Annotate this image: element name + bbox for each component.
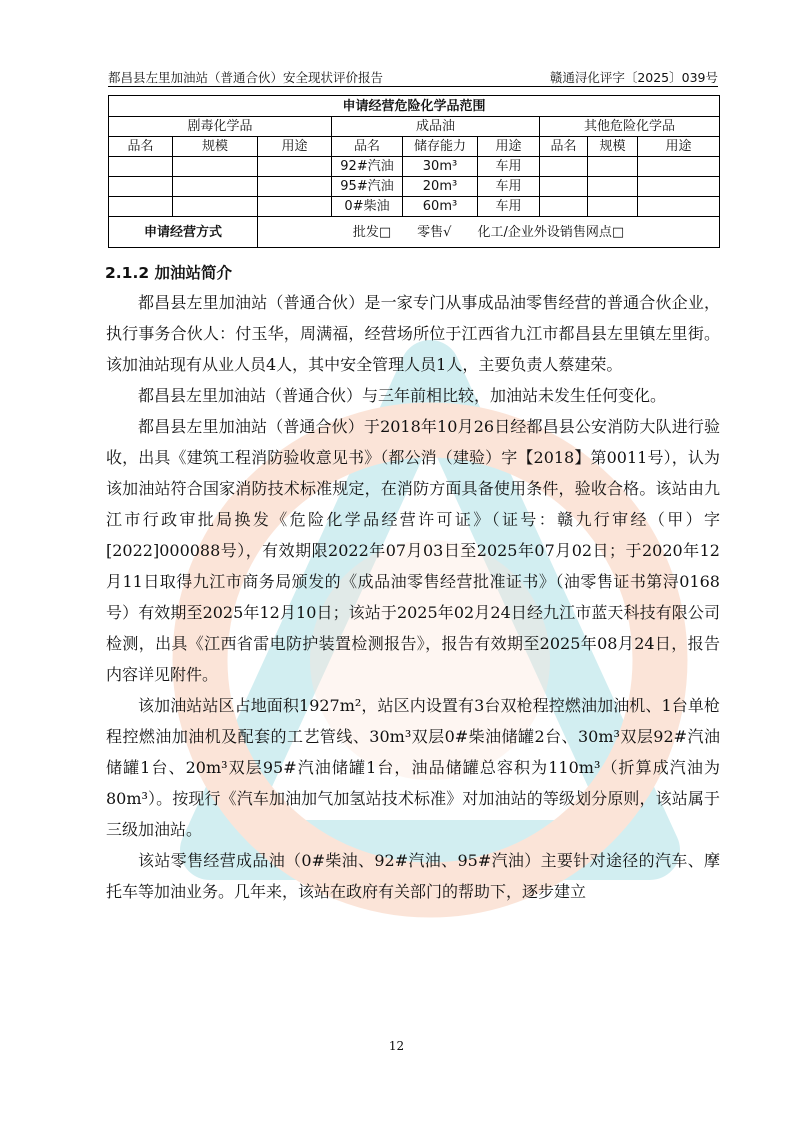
body-text <box>106 287 720 907</box>
column-header: 规模 <box>588 137 638 157</box>
table-row <box>109 197 720 217</box>
table-cell <box>258 177 332 197</box>
page-header <box>108 68 718 87</box>
group-header: 剧毒化学品 <box>109 117 332 137</box>
column-header: 品名 <box>109 137 173 157</box>
table-cell <box>109 177 173 197</box>
table-cell <box>173 157 258 177</box>
paragraph: 都昌县左里加油站（普通合伙）于2018年10月26日经都昌县公安消防大队进行验收，出具《建筑工程消防验收意见书》（都公消（建验）字【2018】第0011号），认为该加油站符合国家消防技术标准规定，在消防方面具备使用条件，验收合格。该站由九江市行政审批局换发《危险化学品经营许可证》（证号：赣九行审经（甲）字[2022]000088号），有效期限2022年07月03日至2025年07月02日；于2020年12月11日取得九江市商务局颁发的《成品油零售经营批准证书》（油零售证书第浔0168号）有效期至2025年12月10日；该站于2025年02月24日经九江市蓝天科技有限公司检测，出具《江西省雷电防护装置检测报告》，报告有效期至2025年08月24日，报告内容详见附件。 <box>106 417 720 684</box>
table-cell <box>588 177 638 197</box>
business-method-label: 申请经营方式 <box>109 217 258 248</box>
business-method-value: 批发□ 零售√ 化工/企业外设销售网点□ <box>258 217 720 248</box>
table-cell: 95#汽油 <box>332 177 403 197</box>
table-cell <box>109 197 173 217</box>
table-cell: 92#汽油 <box>332 157 403 177</box>
table-cell: 0#柴油 <box>332 197 403 217</box>
column-header: 规模 <box>173 137 258 157</box>
table-title: 申请经营危险化学品范围 <box>109 96 720 117</box>
column-header: 用途 <box>638 137 720 157</box>
table-cell <box>540 157 588 177</box>
table-cell: 车用 <box>478 177 540 197</box>
column-header: 用途 <box>258 137 332 157</box>
table-cell <box>588 197 638 217</box>
table-cell: 20m³ <box>403 177 478 197</box>
hazardous-chemicals-scope-table <box>108 95 720 248</box>
group-header: 成品油 <box>332 117 540 137</box>
table-row <box>109 177 720 197</box>
paragraph: 都昌县左里加油站（普通合伙）是一家专门从事成品油零售经营的普通合伙企业，执行事务合伙人：付玉华，周满福，经营场所位于江西省九江市都昌县左里镇左里街。该加油站现有从业人员4人，其中安全管理人员1人，主要负责人蔡建荣。 <box>106 293 720 374</box>
paragraph: 该站零售经营成品油（0#柴油、92#汽油、95#汽油）主要针对途径的汽车、摩托车等加油业务。几年来，该站在政府有关部门的帮助下，逐步建立 <box>106 851 720 901</box>
table-cell <box>638 157 720 177</box>
table-cell <box>540 177 588 197</box>
table-cell <box>588 157 638 177</box>
table-cell <box>638 197 720 217</box>
table-cell <box>173 197 258 217</box>
paragraph: 都昌县左里加油站（普通合伙）与三年前相比较，加油站未发生任何变化。 <box>138 386 667 405</box>
table-cell <box>173 177 258 197</box>
table-cell <box>638 177 720 197</box>
report-title: 都昌县左里加油站（普通合伙）安全现状评价报告 <box>108 70 384 85</box>
table-cell: 车用 <box>478 197 540 217</box>
table-cell: 30m³ <box>403 157 478 177</box>
section-heading: 2.1.2 加油站简介 <box>105 264 233 282</box>
document-number: 赣通浔化评字〔2025〕039号 <box>549 70 718 85</box>
page-number: 12 <box>388 1039 405 1053</box>
column-header: 品名 <box>540 137 588 157</box>
paragraph: 该加油站站区占地面积1927m²，站区内设置有3台双枪程控燃油加油机、1台单枪程控燃油加油机及配套的工艺管线、30m³双层0#柴油储罐2台、30m³双层92#汽油储罐1台、20m³双层95#汽油储罐1台，油品储罐总容积为110m³（折算成汽油为80m³）。按现行《汽车加油加气加氢站技术标准》对加油站的等级划分原则，该站属于三级加油站。 <box>106 696 720 839</box>
table-cell <box>109 157 173 177</box>
table-row <box>109 157 720 177</box>
column-header: 用途 <box>478 137 540 157</box>
table-cell: 60m³ <box>403 197 478 217</box>
table-cell <box>258 197 332 217</box>
group-header: 其他危险化学品 <box>540 117 720 137</box>
column-header: 品名 <box>332 137 403 157</box>
table-cell: 车用 <box>478 157 540 177</box>
column-header: 储存能力 <box>403 137 478 157</box>
table-cell <box>258 157 332 177</box>
table-cell <box>540 197 588 217</box>
